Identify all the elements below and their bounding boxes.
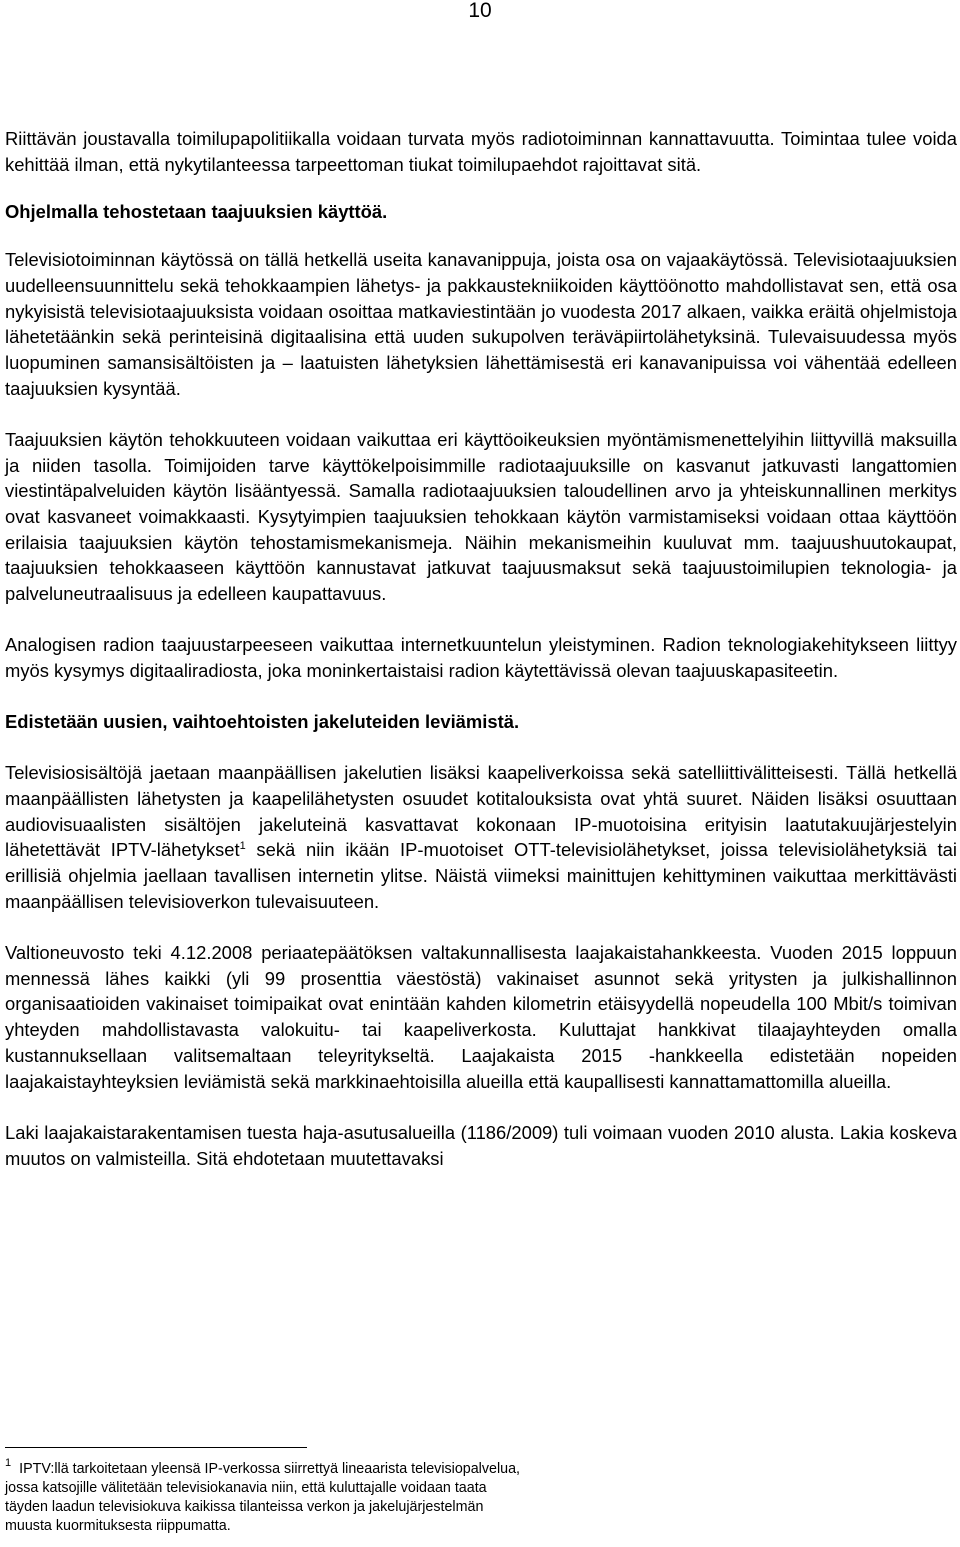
footnote-line-4: muusta kuormituksesta riippumatta.: [5, 1518, 231, 1534]
footnote-text-1: IPTV:llä tarkoitetaan yleensä IP-verkossa siirrettyä lineaarista televisiopalvelua,: [19, 1461, 521, 1477]
paragraph-radio-licensing: Riittävän joustavalla toimilupapolitiikalla voidaan turvata myös radiotoiminnan kannattavuutta. Toimintaa tulee voida kehittää ilman, että nykytilanteessa tarpeettoman tiukat toimilupaehdot rajoittavat sitä.: [5, 128, 957, 175]
document-body: [5, 126, 957, 1171]
paragraph-tv-distribution-part2: sekä niin ikään IP-muotoiset OTT-televisiolähetykset, joissa televisiolähetyksiä tai erillisiä ohjelmia jaellaan tavallisen internetin ylitse. Näistä viimeksi mainittujen kehittyminen vaikuttaa merkittävästi maanpäällisen televisioverkon tulevaisuuteen.: [5, 839, 957, 912]
footnote-mark: 1: [5, 1457, 12, 1469]
footnote-divider: [5, 1447, 307, 1448]
heading-frequency-efficiency: Ohjelmalla tehostetaan taajuuksien käyttöä.: [5, 201, 388, 223]
footnote-line-2: jossa katsojille välitetään televisiokanavia niin, että kuluttajalle voidaan taata: [5, 1480, 487, 1496]
paragraph-tv-distribution-part1: Televisiosisältöjä jaetaan maanpäällisen jakelutien lisäksi kaapeliverkoissa sekä satelliittivälitteisesti. Tällä hetkellä maanpäällisten lähetysten ja kaapelilähetysten osuudet kotitalouksista ovat yhtä suuret. Näiden lisäksi osuuttaan audiovisuaalisten sisältöjen jakeluteinä kasvattavat kokonaan IP-muotoisina erityisin laatutakuujärjestelyin lähetettävät IPTV-lähetykset: [5, 762, 957, 861]
paragraph-tv-frequencies: Televisiotoiminnan käytössä on tällä hetkellä useita kanavanippuja, joista osa on vajaakäytössä. Televisiotaajuuksien uudelleensuunnittelu sekä tehokkaampien lähetys- ja pakkaustekniikoiden käyttöönotto mahdollistavat sen, että osa nykyisistä televisiotaajuuksista voidaan osoittaa matkaviestintään jo vuodesta 2017 alkaen, vaikka eräitä ohjelmistoja lähetetäänkin sekä perinteisinä digitaalisina että uuden sukupolven teräväpiirtolähetyksinä. Tulevaisuudessa myös luopuminen samansisältöisten ja – laatuisten lähetyksien lähettämisestä eri kanavanipuissa voi vähentää edelleen taajuuksien kysyntää.: [5, 249, 957, 399]
footnote: [5, 1457, 765, 1536]
paragraph-analog-radio: Analogisen radion taajuustarpeeseen vaikuttaa internetkuuntelun yleistyminen. Radion teknologiakehitykseen liittyy myös kysymys digitaaliradiosta, joka moninkertaistaisi radion käytettävissä olevan taajuuskapasiteetin.: [5, 634, 957, 681]
paragraph-broadband-law: Laki laajakaistarakentamisen tuesta haja-asutusalueilla (1186/2009) tuli voimaan vuoden 2010 alusta. Lakia koskeva muutos on valmisteilla. Sitä ehdotetaan muutettavaksi: [5, 1121, 957, 1169]
heading-distribution-channels: Edistetään uusien, vaihtoehtoisten jakeluteiden leviämistä.: [5, 711, 520, 733]
footnote-line-1: [5, 1457, 765, 1479]
paragraph-broadband-project: Valtioneuvosto teki 4.12.2008 periaatepäätöksen valtakunnallisesta laajakaistahankkeesta. Vuoden 2015 loppuun mennessä lähes kaikki (yli 99 prosenttia väestöstä) vakinaiset asunnot sekä yritysten ja julkishallinnon organisaatioiden vakinaiset toimipaikat ovat enintään kahden kilometrin etäisyydellä nopeudella 100 Mbit/s toimivan yhteyden mahdollistavasta valokuitu- tai kaapeliverkosta. Kuluttajat hankkivat tilaajayhteyden omalla kustannuksellaan valitsemaltaan teleyritykseltä. Laajakaista 2015 -hankkeella edistetään nopeiden laajakaistayhteyksien leviämistä sekä markkinaehtoisilla alueilla että kaupallisesti kannattamattomilla alueilla.: [5, 942, 957, 1092]
paragraph-tv-distribution: [5, 760, 957, 914]
page-number: 10: [468, 0, 492, 22]
footnote-reference: 1: [239, 840, 246, 853]
paragraph-frequency-fees: Taajuuksien käytön tehokkuuteen voidaan vaikuttaa eri käyttöoikeuksien myöntämismenettelyihin liittyvillä maksuilla ja niiden tasolla. Toimijoiden tarve käyttökelpoisimmille radiotaajuuksille on kasvanut jatkuvasti langattomien viestintäpalveluiden käytön lisääntyessä. Samalla radiotaajuuksien taloudellinen arvo ja yhteiskunnallinen merkitys ovat kasvaneet voimakkaasti. Kysytyimpien taajuuksien tehokkaan käytön varmistamiseksi voidaan ottaa käyttöön erilaisia taajuuksien käytön tehostamismekanismeja. Näihin mekanismeihin kuuluvat mm. taajuushuutokaupat, taajuuksien tehokkaaseen käyttöön kannustavat jatkuvat taajuusmaksut sekä taajuustoimilupien teknologia- ja palveluneutraalisuus ja edelleen kaupattavuus.: [5, 428, 957, 605]
footnote-line-3: täyden laadun televisiokuva kaikissa tilanteissa verkon ja jakelujärjestelmän: [5, 1499, 484, 1515]
